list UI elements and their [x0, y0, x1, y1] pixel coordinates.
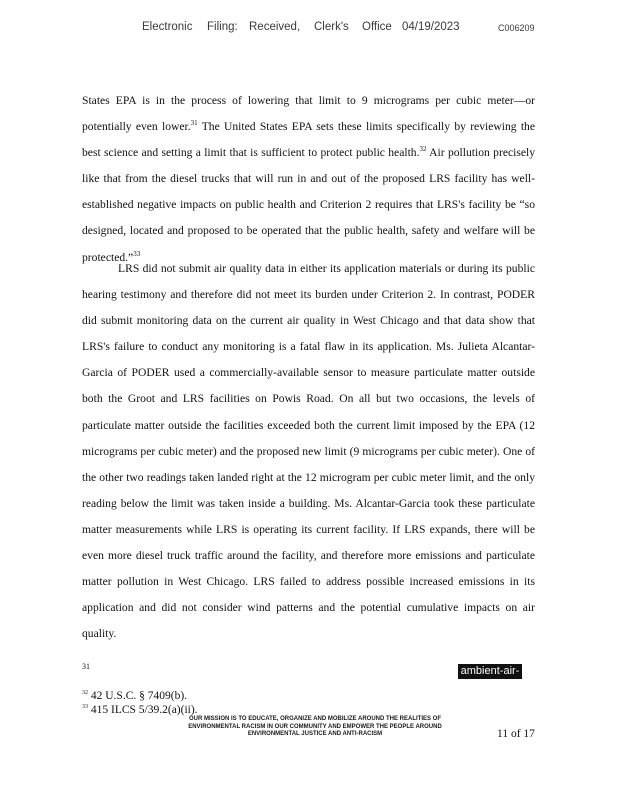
paragraph-2 [82, 256, 535, 647]
header-filing: Filing: [207, 21, 238, 33]
filing-header [0, 21, 618, 37]
footnote-32-marker: 32 [82, 690, 88, 697]
footnote-32 [82, 690, 187, 702]
footnote-ref-33[interactable]: 33 [133, 249, 141, 258]
paragraph-1-part-c: Air pollution precisely like that from the diesel trucks that will run in and out of the proposed LRS facility has well-established negative impacts on public health and Criterion 2 requires that LRS's facility be “so designed, located and proposed to be operated that the public health, safety and welfare will be protected.” [82, 146, 536, 264]
footnote-33-text: 415 ILCS 5/39.2(a)(ii). [88, 704, 198, 716]
header-code: C006209 [498, 23, 535, 33]
header-electronic: Electronic [142, 21, 193, 33]
footnote-ref-32[interactable]: 32 [419, 145, 427, 154]
page-number: 11 of 17 [497, 728, 535, 740]
paragraph-1 [82, 88, 535, 271]
footnote-33-marker: 33 [82, 704, 88, 711]
footnote-31-marker: 31 [82, 662, 90, 671]
footnote-32-text: 42 U.S.C. § 7409(b). [88, 690, 188, 702]
header-office: Office [362, 21, 392, 33]
footer-mission-statement [170, 716, 460, 739]
footnote-31-redacted-link: ambient-air- [458, 664, 522, 679]
header-date: 04/19/2023 [402, 21, 460, 33]
header-clerks: Clerk's [314, 21, 349, 33]
mission-line-2: ENVIRONMENTAL RACISM IN OUR COMMUNITY AND EMPOWER THE PEOPLE AROUND [188, 723, 442, 730]
header-received: Received, [249, 21, 301, 33]
mission-line-3: ENVIRONMENTAL JUSTICE AND ANTI-RACISM [247, 731, 383, 737]
mission-line-1: OUR MISSION IS TO EDUCATE, ORGANIZE AND MOBILIZE AROUND THE REALITIES OF [188, 716, 441, 722]
paragraph-1-part-b: The United States EPA sets these limits specifically by reviewing the best science and setting a limit that is sufficient to protect public health. [82, 120, 535, 160]
paragraph-1-part-a: States EPA is in the process of lowering that limit to 9 micrograms per cubic meter—or potentially even lower. [82, 94, 535, 134]
footnote-33 [82, 704, 198, 716]
footnote-31 [82, 662, 90, 671]
footnote-ref-31[interactable]: 31 [190, 119, 198, 128]
paragraph-2-text: LRS did not submit air quality data in either its application materials or during its public hearing testimony and therefore did not meet its burden under Criterion 2. In contrast, PODER did submit monitoring data on the current air quality in West Chicago and that data show that LRS's failure to conduct any monitoring is a fatal flaw in its application. Ms. Julieta Alcantar-Garcia of PODER used a commercially-available sensor to measure particulate matter outside both the Groot and LRS facilities on Powis Road. On all but two occasions, the levels of particulate matter outside the facilities exceeded both the current limit imposed by the EPA (12 micrograms per cubic meter) and the proposed new limit (9 micrograms per cubic meter). One of the other two readings taken landed right at the 12 microgram per cubic meter limit, and the only reading below the limit was taken inside a building. Ms. Alcantar-Garcia took these particulate matter measurements while LRS is operating its current facility. If LRS expands, there will be even more diesel truck traffic around the facility, and therefore more emissions and particulate matter pollution in West Chicago. LRS failed to address possible increased emissions in its application and did not consider wind patterns and the potential cumulative impacts on air quality. [82, 262, 535, 641]
